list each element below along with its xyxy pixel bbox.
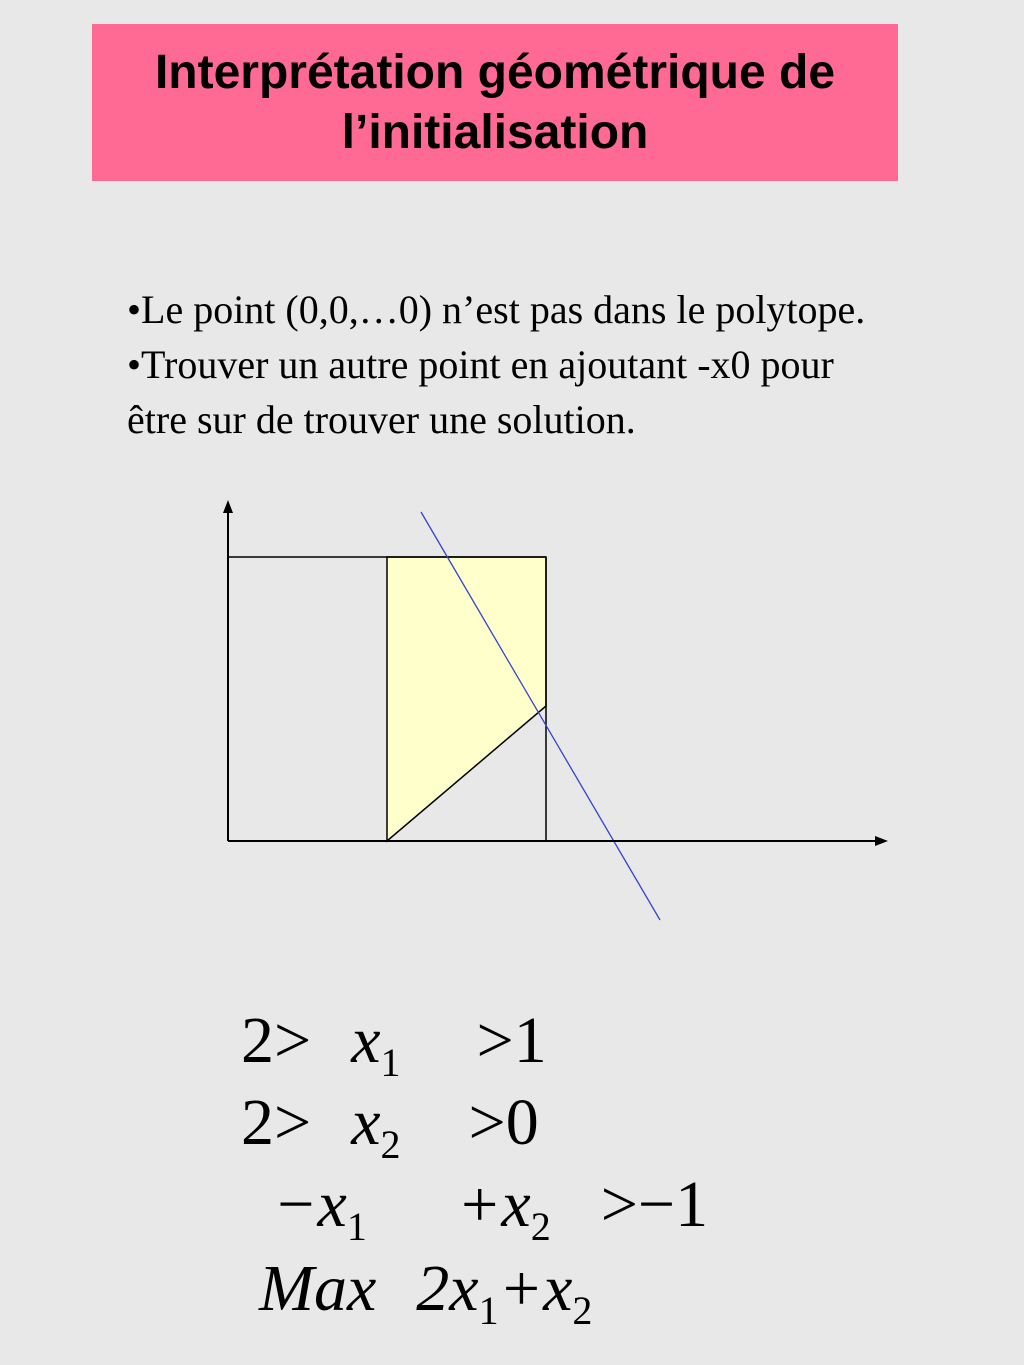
constraint-eq-2: $2> x_2 >0$ bbox=[241, 1086, 539, 1167]
y-axis-arrow bbox=[223, 500, 233, 513]
bullet-item-2: •Trouver un autre point en ajoutant -x0 pour être sur de trouver une solution. bbox=[127, 342, 834, 442]
objective-function: Max $2x_1+x_2$ bbox=[259, 1252, 593, 1333]
constraint-eq-3: $-x_1 +x_2 >-1$ bbox=[273, 1168, 709, 1249]
title-line-1: Interprétation géométrique de bbox=[154, 45, 836, 99]
bullet-item-1: •Le point (0,0,…0) n’est pas dans le polytope. bbox=[127, 287, 866, 332]
x-axis-arrow bbox=[875, 836, 888, 846]
polytope-region bbox=[387, 557, 546, 841]
constraint-eq-1: $2> x_1 >1$ bbox=[241, 1004, 547, 1085]
title-line-2: l’initialisation bbox=[341, 105, 649, 159]
